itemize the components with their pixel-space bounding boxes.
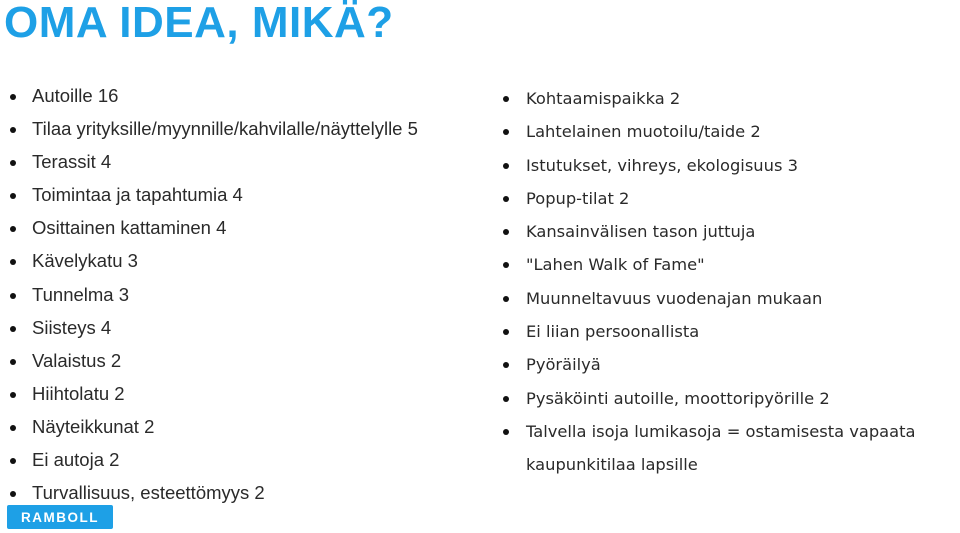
list-item: Pysäköinti autoille, moottoripyörille 2 [500, 387, 960, 420]
logo-text: RAMBOLL [21, 509, 99, 525]
list-item: Lahtelainen muotoilu/taide 2 [500, 120, 960, 153]
list-item: Tilaa yrityksille/myynnille/kahvilalle/näyttelylle 5 [8, 117, 488, 150]
list-item: Autoille 16 [8, 84, 488, 117]
list-item: Kohtaamispaikka 2 [500, 87, 960, 120]
right-idea-list [500, 87, 960, 487]
list-item: "Lahen Walk of Fame" [500, 253, 960, 286]
list-item: Näyteikkunat 2 [8, 415, 488, 448]
list-item: Pyöräilyä [500, 353, 960, 386]
list-item: Osittainen kattaminen 4 [8, 216, 488, 249]
list-item: Turvallisuus, esteettömyys 2 [8, 481, 488, 514]
list-item: Terassit 4 [8, 150, 488, 183]
list-item: Istutukset, vihreys, ekologisuus 3 [500, 154, 960, 187]
left-idea-list [8, 84, 488, 514]
list-item: Ei liian persoonallista [500, 320, 960, 353]
list-item: Kävelykatu 3 [8, 249, 488, 282]
list-item-continuation: kaupunkitilaa lapsille [526, 455, 698, 475]
list-item: Muunneltavuus vuodenajan mukaan [500, 287, 960, 320]
list-item: Popup-tilat 2 [500, 187, 960, 220]
list-item: Toimintaa ja tapahtumia 4 [8, 183, 488, 216]
list-item: Ei autoja 2 [8, 448, 488, 481]
list-item: Tunnelma 3 [8, 283, 488, 316]
list-item: Siisteys 4 [8, 316, 488, 349]
list-item: Talvella isoja lumikasoja = ostamisesta vapaata [500, 420, 960, 453]
list-item: Valaistus 2 [8, 349, 488, 382]
ramboll-logo [7, 505, 113, 529]
page-title: OMA IDEA, MIKÄ? [4, 0, 394, 47]
list-item: Hiihtolatu 2 [8, 382, 488, 415]
list-item: Kansainvälisen tason juttuja [500, 220, 960, 253]
